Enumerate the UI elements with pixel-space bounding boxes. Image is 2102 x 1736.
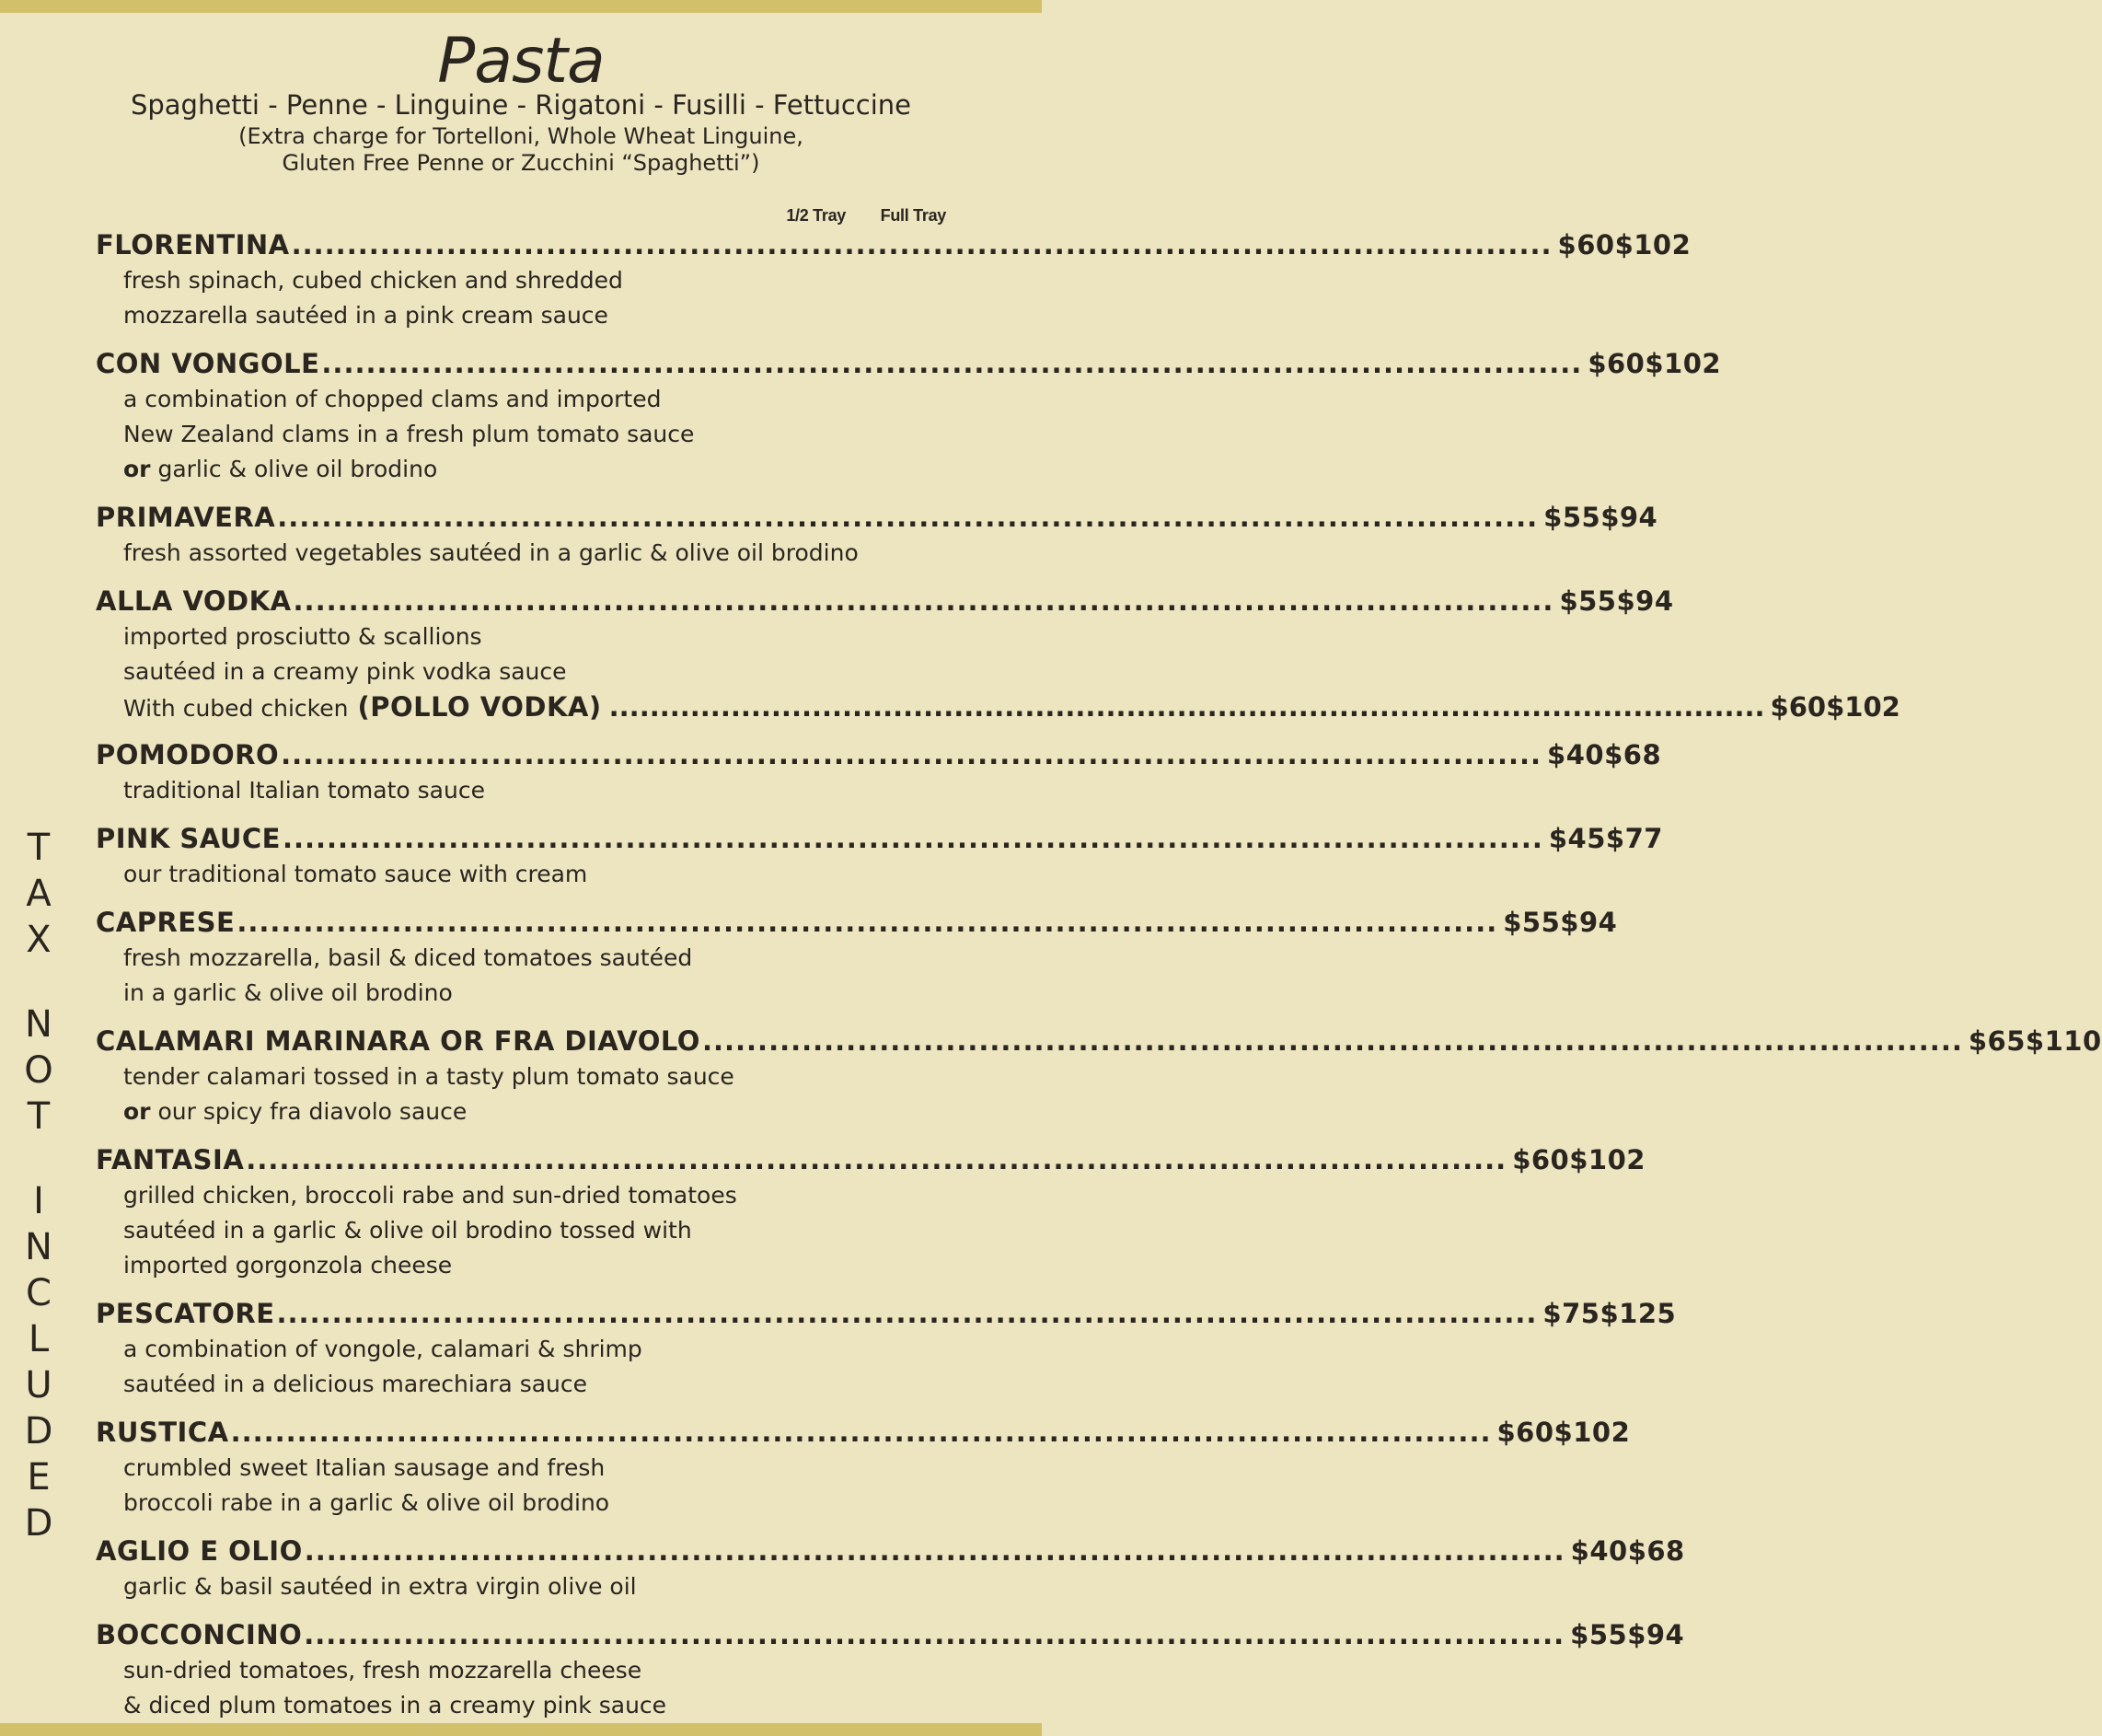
menu-item-name: AGLIO E OLIO — [96, 1535, 303, 1567]
full-tray-price: $102 — [1645, 348, 1722, 379]
menu-item — [96, 499, 1658, 571]
side-letter: D — [24, 1502, 53, 1545]
full-tray-price: $102 — [1569, 1144, 1646, 1175]
dot-leader: .................................................................................................................. — [246, 1144, 1507, 1175]
side-letter: E — [27, 1456, 51, 1499]
dot-leader: .................................................................................................................. — [304, 1535, 1565, 1567]
dot-leader: .................................................................................................................. — [282, 823, 1543, 854]
dot-leader: .................................................................................................................. — [701, 1025, 1963, 1057]
menu-item-row — [96, 904, 1618, 941]
side-letter: C — [26, 1272, 52, 1314]
full-tray-price: $110 — [2025, 1025, 2102, 1057]
menu-item-row — [96, 1533, 1685, 1569]
side-letter: L — [28, 1318, 50, 1360]
or-word: or — [123, 456, 151, 482]
full-tray-price: $102 — [1826, 691, 1900, 723]
full-tray-price: $94 — [1616, 585, 1674, 617]
side-letter: I — [33, 1180, 44, 1222]
or-word: or — [123, 1098, 151, 1125]
menu-item — [96, 904, 1618, 1011]
dot-leader: .................................................................................................................. — [277, 502, 1539, 533]
menu-item — [96, 1616, 1685, 1723]
top-border-bar — [0, 0, 1042, 13]
menu-subitem-row — [96, 689, 1900, 724]
subitem-name: (POLLO VODKA) — [357, 691, 602, 723]
half-tray-price: $40 — [1570, 1535, 1628, 1567]
dot-leader: .................................................................................................................. — [293, 585, 1554, 617]
extra-charge-note — [0, 123, 1042, 177]
menu-item — [96, 1295, 1677, 1402]
menu-item — [96, 820, 1663, 892]
menu-item-description: in a garlic & olive oil brodino — [123, 979, 453, 1006]
subitem-prefix: With cubed chicken — [123, 695, 349, 722]
menu-item — [96, 1023, 2102, 1129]
side-letter: D — [24, 1410, 53, 1452]
dot-leader: .................................................................................................................. — [321, 348, 1583, 379]
menu-item-description: crumbled sweet Italian sausage and fresh — [123, 1454, 606, 1481]
menu-item-description: fresh assorted vegetables sautéed in a garlic & olive oil brodino — [123, 539, 859, 566]
dot-leader: .................................................................................................................. — [608, 691, 1765, 723]
menu-item-description: garlic & basil sautéed in extra virgin olive oil — [123, 1573, 637, 1600]
menu-item — [96, 345, 1722, 487]
menu-item-name: PRIMAVERA — [96, 502, 276, 533]
half-tray-price: $60 — [1496, 1417, 1554, 1448]
full-tray-column-header: Full Tray — [880, 206, 946, 225]
menu-item-name: CON VONGOLE — [96, 348, 320, 379]
menu-item-row — [96, 1023, 2102, 1059]
full-tray-price: $77 — [1605, 823, 1663, 854]
half-tray-price: $60 — [1588, 348, 1646, 379]
menu-item — [96, 1141, 1646, 1283]
menu-item-name: FANTASIA — [96, 1144, 245, 1175]
extra-charge-note-line-1: (Extra charge for Tortelloni, Whole Wheat Linguine, — [238, 123, 803, 149]
page-title: Pasta — [437, 25, 605, 98]
menu-item-name: RUSTICA — [96, 1417, 229, 1448]
dot-leader: .................................................................................................................. — [291, 229, 1553, 260]
menu-item-name: CALAMARI MARINARA OR FRA DIAVOLO — [96, 1025, 700, 1057]
menu-item-name: BOCCONCINO — [96, 1619, 303, 1650]
full-tray-price: $94 — [1600, 502, 1658, 533]
full-tray-price: $94 — [1627, 1619, 1685, 1650]
menu-item-description-alt — [96, 1094, 948, 1129]
side-letter: U — [25, 1364, 52, 1406]
dot-leader: .................................................................................................................. — [276, 1298, 1538, 1329]
menu-item-description: imported gorgonzola cheese — [123, 1252, 453, 1279]
extra-charge-note-line-2: Gluten Free Penne or Zucchini “Spaghetti”) — [282, 150, 760, 176]
menu-item-description: tender calamari tossed in a tasty plum tomato sauce — [123, 1063, 734, 1090]
side-letter: O — [24, 1049, 53, 1092]
menu-item-description: sautéed in a creamy pink vodka sauce — [123, 658, 567, 685]
dot-leader: .................................................................................................................. — [230, 1417, 1492, 1448]
side-letter: T — [27, 1095, 51, 1138]
menu-item — [96, 1414, 1631, 1521]
half-tray-price: $55 — [1503, 907, 1561, 938]
pasta-types-subtitle: Spaghetti - Penne - Linguine - Rigatoni - Fusilli - Fettuccine — [130, 89, 912, 121]
menu-item — [96, 226, 1692, 333]
half-tray-price: $55 — [1559, 585, 1617, 617]
side-letter: N — [25, 1226, 52, 1268]
menu-item-description: sautéed in a garlic & olive oil brodino tossed with — [123, 1217, 692, 1244]
side-letter: A — [26, 873, 52, 915]
menu-item-row — [96, 583, 1674, 619]
menu-item-description: a combination of chopped clams and imported — [123, 386, 662, 412]
menu-item-name: POMODORO — [96, 739, 280, 770]
half-tray-price: $65 — [1968, 1025, 2026, 1057]
menu-item-name: ALLA VODKA — [96, 585, 292, 617]
menu-item-name: FLORENTINA — [96, 229, 290, 260]
menu-item-name: PESCATORE — [96, 1298, 275, 1329]
menu-item-description: our traditional tomato sauce with cream — [123, 861, 588, 887]
half-tray-price: $75 — [1542, 1298, 1600, 1329]
half-tray-price: $60 — [1770, 691, 1827, 723]
menu-item-description: fresh mozzarella, basil & diced tomatoes sautéed — [123, 944, 693, 971]
menu-item — [96, 1533, 1685, 1604]
half-tray-column-header: 1/2 Tray — [786, 206, 846, 225]
menu-item-row — [96, 1295, 1677, 1332]
half-tray-price: $40 — [1547, 739, 1605, 770]
menu-item-description: a combination of vongole, calamari & shrimp — [123, 1336, 642, 1362]
full-tray-price: $94 — [1560, 907, 1618, 938]
menu-item-description: grilled chicken, broccoli rabe and sun-dried tomatoes — [123, 1182, 737, 1209]
menu-item-description: traditional Italian tomato sauce — [123, 777, 485, 804]
pasta-menu-list — [96, 226, 2102, 1735]
menu-item-name: CAPRESE — [96, 907, 236, 938]
tax-not-included-vertical-text — [13, 825, 64, 1546]
half-tray-price: $55 — [1543, 502, 1601, 533]
menu-item-row — [96, 1414, 1631, 1451]
menu-item-row — [96, 345, 1722, 382]
menu-item-description: & diced plum tomatoes in a creamy pink sauce — [123, 1692, 667, 1719]
full-tray-price: $102 — [1553, 1417, 1631, 1448]
side-letter: T — [27, 827, 51, 869]
menu-item — [96, 736, 1662, 808]
menu-item-row — [96, 1141, 1646, 1178]
full-tray-price: $125 — [1600, 1298, 1677, 1329]
menu-item-row — [96, 736, 1662, 773]
menu-item-description: sautéed in a delicious marechiara sauce — [123, 1371, 588, 1397]
alt-description-text: our spicy fra diavolo sauce — [157, 1098, 468, 1125]
menu-item-description: fresh spinach, cubed chicken and shredded — [123, 267, 623, 294]
menu-item-row — [96, 499, 1658, 536]
dot-leader: .................................................................................................................. — [237, 907, 1498, 938]
dot-leader: .................................................................................................................. — [281, 739, 1542, 770]
menu-item-description: sun-dried tomatoes, fresh mozzarella cheese — [123, 1657, 642, 1684]
menu-item-description: New Zealand clams in a fresh plum tomato sauce — [123, 421, 695, 447]
menu-item-description: mozzarella sautéed in a pink cream sauce — [123, 302, 608, 329]
full-tray-price: $68 — [1604, 739, 1662, 770]
dot-leader: .................................................................................................................. — [304, 1619, 1565, 1650]
half-tray-price: $60 — [1512, 1144, 1570, 1175]
bottom-border-bar — [0, 1723, 1042, 1736]
menu-item-name: PINK SAUCE — [96, 823, 281, 854]
half-tray-price: $45 — [1548, 823, 1606, 854]
menu-item-description-alt — [96, 452, 948, 487]
side-letter: X — [26, 919, 52, 961]
full-tray-price: $102 — [1614, 229, 1692, 260]
half-tray-price: $55 — [1570, 1619, 1628, 1650]
menu-item-description: imported prosciutto & scallions — [123, 623, 482, 650]
half-tray-price: $60 — [1557, 229, 1615, 260]
alt-description-text: garlic & olive oil brodino — [157, 456, 438, 482]
menu-item-row — [96, 820, 1663, 857]
side-letter: N — [25, 1003, 52, 1046]
menu-item — [96, 583, 1900, 724]
full-tray-price: $68 — [1627, 1535, 1685, 1567]
menu-item-row — [96, 226, 1692, 263]
menu-item-description: broccoli rabe in a garlic & olive oil brodino — [123, 1489, 610, 1516]
menu-item-row — [96, 1616, 1685, 1653]
